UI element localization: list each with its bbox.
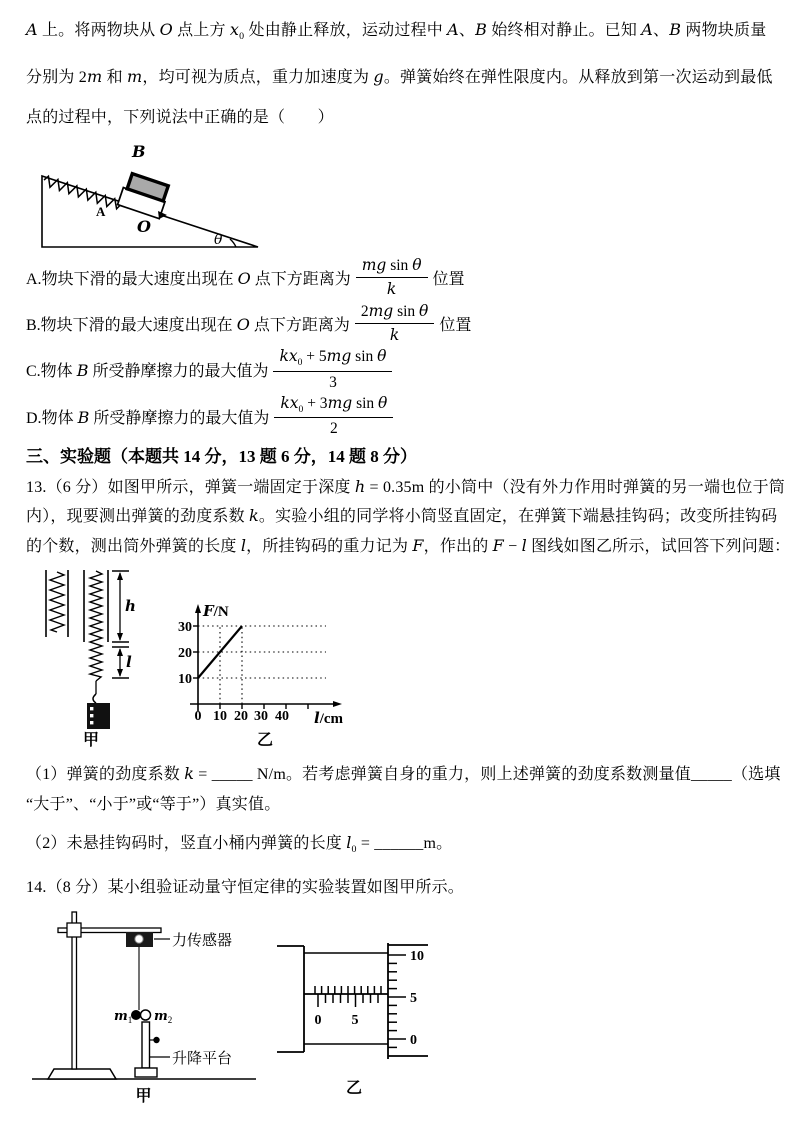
incline-diagram	[32, 140, 264, 252]
x-tick-10: 10	[213, 709, 227, 725]
q13-line-3: 的个数，测出筒外弹簧的长度 l，所挂钩码的重力记为 F，作出的 F − l 图线如图乙所示，试回答下列问题：	[26, 535, 791, 555]
option-d-fraction	[274, 393, 393, 440]
option-d-text: D.物体 B 所受静摩擦力的最大值为	[26, 407, 270, 427]
ball-m2	[141, 1010, 151, 1020]
main-scale-5: 5	[351, 1013, 359, 1029]
option-b-fraction	[355, 301, 435, 346]
option-b	[26, 300, 774, 346]
stand-base	[48, 1069, 116, 1079]
q13-apparatus-figure	[32, 565, 150, 751]
fraction-numerator: 2mg sin θ	[355, 301, 435, 324]
q13-sub1-line-2: “大于”、“小于”或“等于”）真实值。	[26, 796, 281, 814]
x-axis-label: l/cm	[314, 709, 344, 728]
q14-figure-row	[26, 909, 774, 1107]
platform-column	[142, 1022, 150, 1068]
micrometer-diagram	[275, 940, 433, 1065]
thimble-0: 0	[410, 1033, 417, 1049]
m1-label: $m_1$	[114, 1009, 133, 1026]
q12-line-2: 分别为 2m 和 m，均可视为质点，重力加速度为 g。弹簧始终在弹性限度内。从释放到第一次运动到最低	[26, 67, 773, 87]
q12-options	[26, 254, 774, 439]
option-c	[26, 346, 774, 393]
q13-sub1	[26, 759, 781, 820]
depth-h-label: h	[125, 597, 136, 616]
section-3-header: 三、实验题（本题共 14 分，13 题 6 分，14 题 8 分）	[26, 446, 417, 466]
main-scale-upper-ticks	[315, 986, 381, 994]
blocks-group	[118, 173, 171, 219]
x-axis-arrow	[333, 701, 342, 707]
q13-line-2: 内），现要测出弹簧的劲度系数 k。实验小组的同学将小筒竖直固定，在弹簧下端悬挂钩码；改变所挂钩码	[26, 506, 778, 526]
option-c-fraction	[273, 346, 392, 393]
clamp	[67, 923, 81, 937]
q12-line-3: 点的过程中，下列说法中正确的是（ ）	[26, 109, 334, 127]
thimble-ticks	[388, 955, 406, 1047]
length-l-label: l	[126, 653, 132, 672]
figure-yi-label: 乙	[256, 732, 273, 750]
block-b-label: B	[132, 142, 146, 162]
fraction-denominator: 3	[329, 373, 337, 391]
y-axis-label: F/N	[203, 602, 229, 621]
fraction-denominator: k	[386, 279, 397, 298]
figure-jia-label: 甲	[82, 732, 99, 750]
q12-paragraph	[26, 10, 774, 138]
y-tick-20: 20	[178, 646, 192, 662]
y-axis-arrow	[195, 604, 201, 613]
fraction-numerator: $kx_0 + 3mg$ sin θ	[274, 393, 393, 419]
hook	[93, 694, 96, 703]
adjust-knob	[153, 1037, 159, 1043]
platform-label: 升降平台	[172, 1051, 233, 1068]
spring-tube-diagram	[32, 565, 150, 731]
q14-stand-figure	[26, 909, 261, 1107]
point-o-marker	[158, 211, 167, 219]
q13-sub2: （2）未悬挂钩码时，竖直小桶内弹簧的长度 $l_0$ = ______m。	[26, 833, 453, 856]
option-b-suffix: 位置	[439, 316, 472, 334]
option-d	[26, 393, 774, 440]
q13-figure-row	[32, 565, 774, 751]
m2-label: $m_2$	[154, 1009, 173, 1026]
x-tick-20: 20	[234, 709, 248, 725]
y-tick-10: 10	[178, 672, 192, 688]
angle-theta-label: θ	[214, 232, 223, 249]
figure-yi-label: 乙	[345, 1080, 362, 1098]
spring-inside-tube1	[50, 572, 64, 632]
option-a	[26, 254, 774, 300]
block-a-label: A	[96, 204, 106, 220]
q13-line-1: 13.（6 分）如图甲所示，弹簧一端固定于深度 h = 0.35m 的小筒中（没有外力作用时弹簧的另一端也位于筒	[26, 476, 785, 496]
option-a-fraction	[356, 255, 428, 300]
ball-m1	[131, 1010, 141, 1020]
main-scale-0: 0	[314, 1013, 322, 1029]
figure-jia-label: 甲	[135, 1088, 152, 1106]
x-tick-40: 40	[275, 709, 289, 725]
option-a-suffix: 位置	[432, 270, 465, 288]
fraction-denominator: 2	[329, 420, 338, 438]
option-c-text: C.物体 B 所受静摩擦力的最大值为	[26, 361, 269, 381]
point-o-label: O	[137, 217, 151, 237]
force-sensor-label: 力传感器	[172, 933, 233, 950]
y-tick-30: 30	[178, 620, 192, 636]
fl-graph	[176, 599, 354, 731]
x-tick-0: 0	[194, 709, 202, 725]
main-scale-lower-ticks	[318, 994, 378, 1007]
q13-graph-figure	[176, 599, 354, 751]
fraction-numerator: $kx_0 + 5mg$ sin θ	[273, 346, 392, 372]
q14-micrometer-figure	[275, 940, 433, 1099]
option-a-text: A.物块下滑的最大速度出现在 O 点下方距离为	[26, 268, 351, 288]
q12-line-1: A 上。将两物块从 O 点上方 $x_0$ 处由静止释放，运动过程中 A、B 始终相对静止。已知 A、B 两物块质量	[26, 20, 767, 43]
q14-paragraph: 14.（8 分）某小组验证动量守恒定律的实验装置如图甲所示。	[26, 879, 465, 897]
stand-apparatus	[26, 909, 261, 1087]
q13-sub1-line-1: （1）弹簧的劲度系数 k = _____ N/m。若考虑弹簧自身的重力，则上述弹簧的劲度系数测量值_____（选填	[26, 764, 781, 784]
thimble-10: 10	[410, 949, 424, 965]
spring-hanging-tube2	[90, 571, 102, 681]
thimble-5: 5	[410, 991, 417, 1007]
x-tick-30: 30	[254, 709, 268, 725]
fraction-denominator: k	[389, 325, 400, 344]
platform-foot	[135, 1068, 157, 1077]
fraction-numerator: mg sin θ	[356, 255, 428, 278]
option-b-text: B.物块下滑的最大速度出现在 O 点下方距离为	[26, 314, 350, 334]
q13-paragraph	[26, 473, 791, 562]
